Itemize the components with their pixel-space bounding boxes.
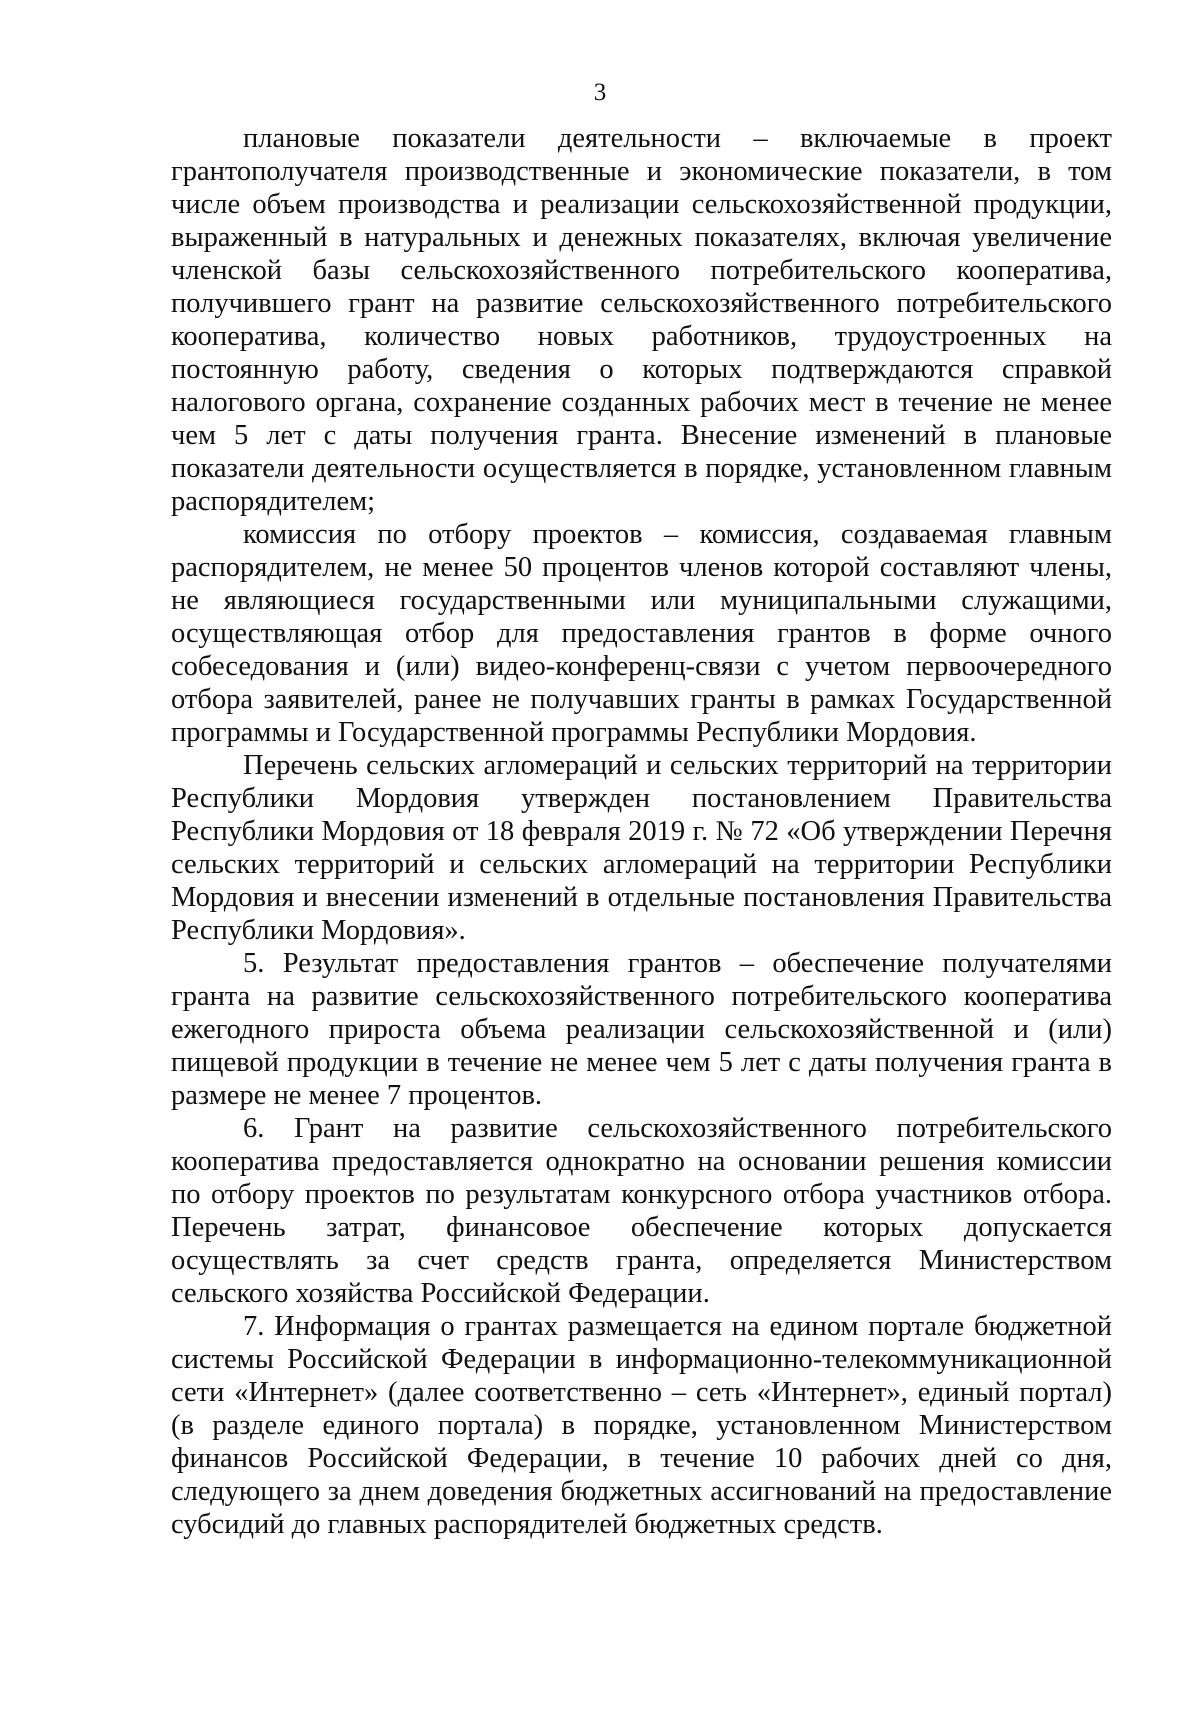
paragraph-item-5: 5. Результат предоставления грантов – обеспечение получателями гранта на развитие сельскохозяйственного потребительского кооператива ежегодного прироста объема реализации сельскохозяйственной и (или) пищевой продукции в течение не менее чем 5 лет с даты получения гранта в размере не менее 7 процентов.: [171, 948, 1112, 1111]
paragraph-selection-commission: комиссия по отбору проектов – комиссия, создаваемая главным распорядителем, не менее 50 процентов членов которой составляют члены, не являющиеся государственными или муниципальными служащими, осуществляющая отбор для предоставления грантов в форме очного собеседования и (или) видео-конференц-связи с учетом первоочередного отбора заявителей, ранее не получавших гранты в рамках Государственной программы и Государственной программы Республики Мордовия.: [171, 519, 1112, 748]
paragraph-planned-indicators: плановые показатели деятельности – включаемые в проект грантополучателя производственные и экономические показатели, в том числе объем производства и реализации сельскохозяйственной продукции, выраженный в натуральных и денежных показателях, включая увеличение членской базы сельскохозяйственного потребительского кооператива, получившего грант на развитие сельскохозяйственного потребительского кооператива, количество новых работников, трудоустроенных на постоянную работу, сведения о которых подтверждаются справкой налогового органа, сохранение созданных рабочих мест в течение не менее чем 5 лет с даты получения гранта. Внесение изменений в плановые показатели деятельности осуществляется в порядке, установленном главным распорядителем;: [171, 123, 1112, 517]
paragraph-rural-agglomerations: Перечень сельских агломераций и сельских территорий на территории Республики Мордовия утвержден постановлением Правительства Республики Мордовия от 18 февраля 2019 г. № 72 «Об утверждении Перечня сельских территорий и сельских агломераций на территории Республики Мордовия и внесении изменений в отдельные постановления Правительства Республики Мордовия».: [171, 750, 1112, 946]
document-body: [171, 122, 1112, 1541]
page-number: 3: [593, 79, 607, 106]
paragraph-item-7: 7. Информация о грантах размещается на едином портале бюджетной системы Российской Федерации в информационно-телекоммуникационной сети «Интернет» (далее соответственно – сеть «Интернет», единый портал) (в разделе единого портала) в порядке, установленном Министерством финансов Российской Федерации, в течение 10 рабочих дней со дня, следующего за днем доведения бюджетных ассигнований на предоставление субсидий до главных распорядителей бюджетных средств.: [171, 1311, 1112, 1540]
paragraph-item-6: 6. Грант на развитие сельскохозяйственного потребительского кооператива предоставляется однократно на основании решения комиссии по отбору проектов по результатам конкурсного отбора участников отбора. Перечень затрат, финансовое обеспечение которых допускается осуществлять за счет средств гранта, определяется Министерством сельского хозяйства Российской Федерации.: [171, 1113, 1112, 1309]
